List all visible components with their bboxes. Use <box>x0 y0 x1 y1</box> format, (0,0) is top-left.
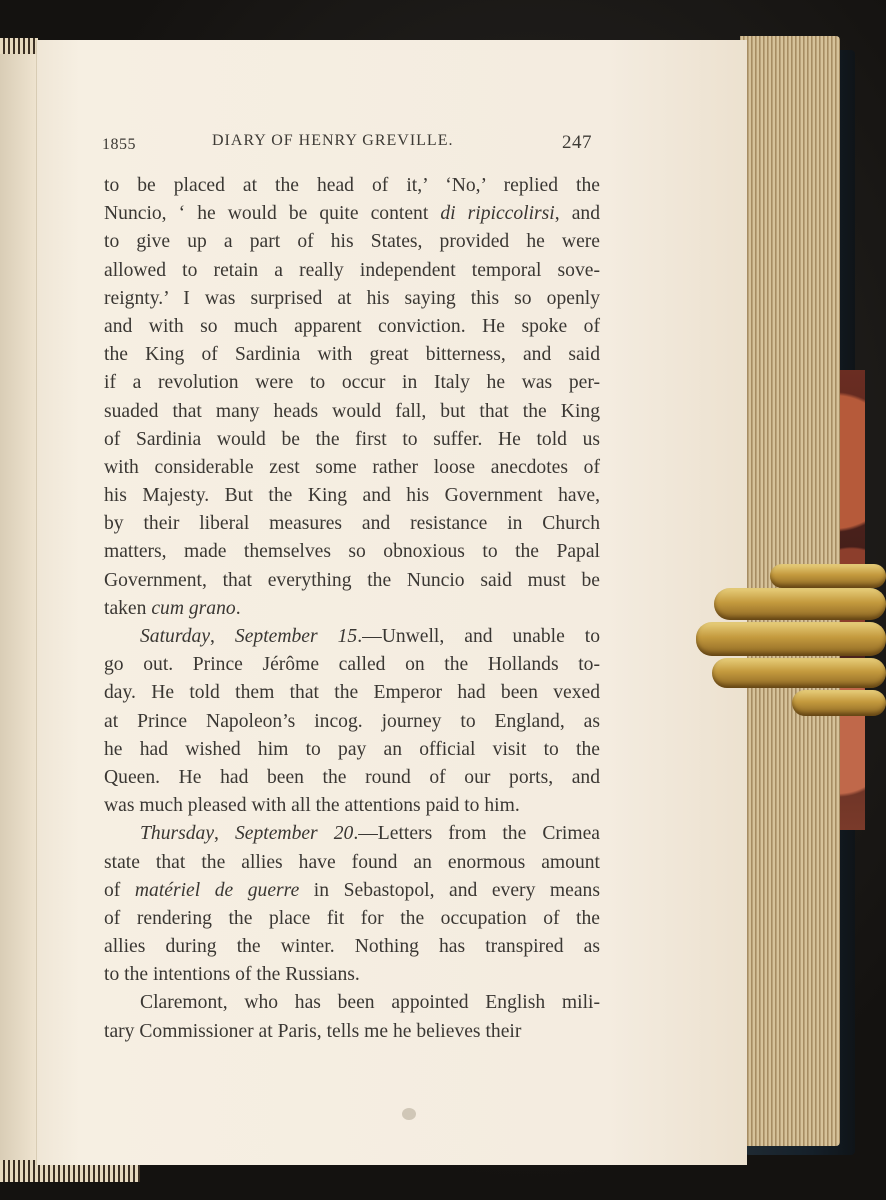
brass-finger-1 <box>770 564 886 588</box>
text-line: the King of Sardinia with great bitterness, and said <box>104 344 600 366</box>
running-head <box>102 130 592 158</box>
text-line: of rendering the place fit for the occupation of the <box>104 907 600 929</box>
text-line: reignty.’ I was surprised at his saying this so openly <box>104 287 600 309</box>
text-line: his Majesty. But the King and his Government have, <box>104 485 600 507</box>
brass-thumb <box>792 690 886 716</box>
text-line: of matériel de guerre in Sebastopol, and every means <box>104 879 600 901</box>
text-line: by their liberal measures and resistance in Church <box>104 513 600 535</box>
text-line: Queen. He had been the round of our ports, and <box>104 766 600 788</box>
brass-hand-bookmark <box>694 560 886 725</box>
text-line: to the intentions of the Russians. <box>104 964 360 986</box>
text-line: of Sardinia would be the first to suffer. He told us <box>104 428 600 450</box>
page-number: 247 <box>562 132 592 153</box>
text-line: was much pleased with all the attentions paid to him. <box>104 795 520 817</box>
text-line: to be placed at the head of it,’ ‘No,’ replied the <box>104 175 600 196</box>
left-page-edge-top <box>0 38 38 54</box>
text-line: at Prince Napoleon’s incog. journey to England, as <box>104 710 600 732</box>
paper-spot <box>402 1108 416 1120</box>
text-line: Nuncio, ‘ he would be quite content di ripiccolirsi, and <box>104 203 600 225</box>
brass-finger-4 <box>712 658 886 688</box>
brass-finger-2 <box>714 588 886 620</box>
text-line: to give up a part of his States, provided he were <box>104 231 600 253</box>
text-line: and with so much apparent conviction. He spoke of <box>104 315 600 337</box>
running-head-year: 1855 <box>102 136 136 153</box>
text-line: go out. Prince Jérôme called on the Hollands to- <box>104 654 600 676</box>
text-line: Thursday, September 20.—Letters from the Crimea <box>140 823 600 845</box>
brass-finger-3 <box>696 622 886 656</box>
text-line: Saturday, September 15.—Unwell, and unable to <box>140 626 600 647</box>
text-line: he had wished him to pay an official visit to the <box>104 738 600 760</box>
text-line: Government, that everything the Nuncio said must be <box>104 569 600 591</box>
text-line: with considerable zest some rather loose anecdotes of <box>104 456 600 478</box>
text-line: if a revolution were to occur in Italy he was per- <box>104 372 600 394</box>
text-line: allowed to retain a really independent temporal sove- <box>104 259 600 281</box>
text-line: matters, made themselves so obnoxious to the Papal <box>104 541 600 563</box>
text-line: allies during the winter. Nothing has transpired as <box>104 936 600 958</box>
text-line: taken cum grano. <box>104 597 241 619</box>
text-line: day. He told them that the Emperor had been vexed <box>104 682 600 704</box>
text-line: Claremont, who has been appointed English mili- <box>140 992 600 1014</box>
text-line: suaded that many heads would fall, but that the King <box>104 400 600 422</box>
text-line: tary Commissioner at Paris, tells me he believes their <box>104 1020 522 1042</box>
body-text <box>104 172 600 1046</box>
text-line: state that the allies have found an enormous amount <box>104 851 600 873</box>
running-head-title: DIARY OF HENRY GREVILLE. <box>212 132 454 149</box>
